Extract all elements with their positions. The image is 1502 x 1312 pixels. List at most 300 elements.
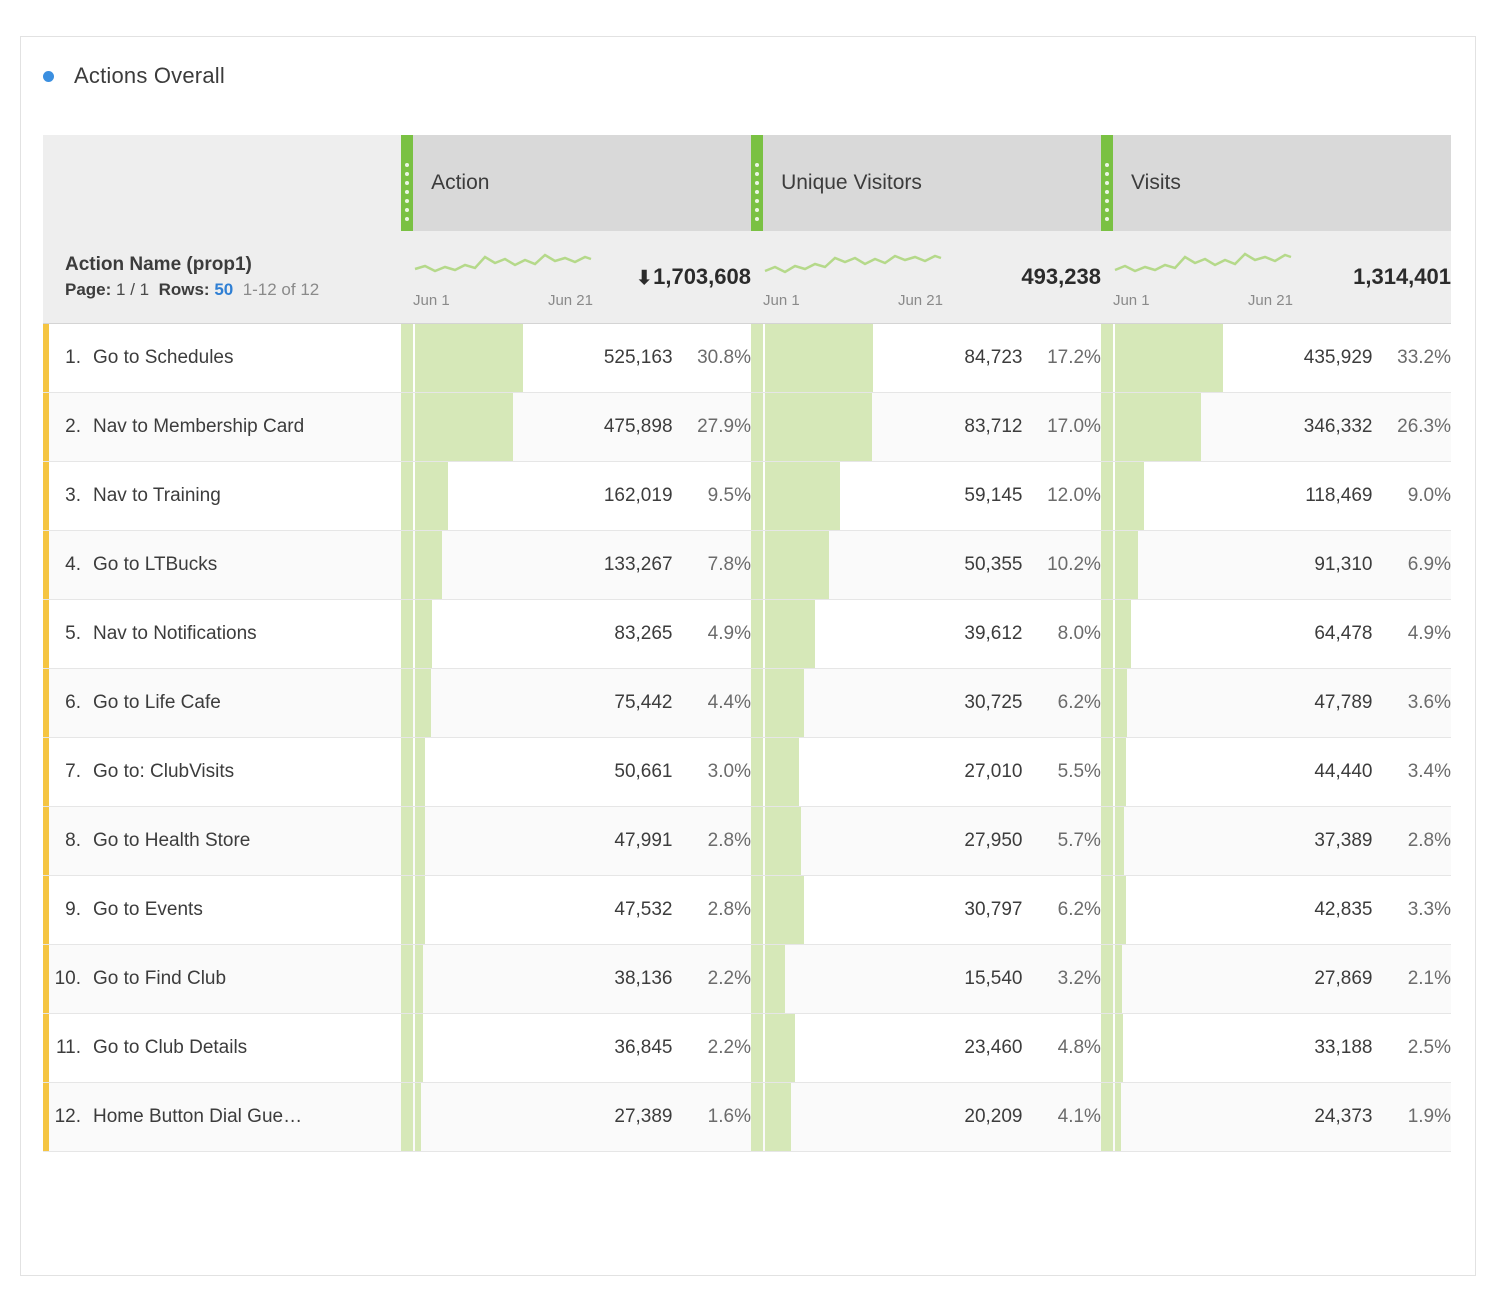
row-grip-unique-visitors [751, 945, 765, 1014]
bar-edge [401, 393, 413, 461]
value-bar [765, 738, 799, 806]
percent-visits: 26.3% [1372, 393, 1451, 462]
value-unique-visitors: 30,797 [874, 876, 1023, 945]
row-grip-visits [1101, 531, 1115, 600]
rows-value-link[interactable]: 50 [214, 280, 234, 300]
table-row[interactable] [43, 393, 1451, 462]
row-grip-unique-visitors [751, 393, 765, 462]
bar-cell-visits [1115, 807, 1224, 876]
percent-unique-visitors: 12.0% [1023, 462, 1101, 531]
row-accent-bar [43, 945, 49, 1013]
row-grip-action [401, 876, 415, 945]
value-unique-visitors: 27,010 [874, 738, 1023, 807]
value-action: 38,136 [524, 945, 673, 1014]
sparkline-path-icon [1113, 245, 1293, 289]
bar-edge [1101, 462, 1113, 530]
bar-cell-action [415, 876, 524, 945]
row-grip-unique-visitors [751, 462, 765, 531]
page-value: 1 / 1 [116, 280, 150, 300]
row-accent-bar [43, 807, 49, 875]
percent-visits: 6.9% [1372, 531, 1451, 600]
sparkline-visits-cell [1101, 231, 1293, 324]
row-name[interactable]: Nav to Training [93, 485, 221, 506]
percent-visits: 9.0% [1372, 462, 1451, 531]
table-row[interactable] [43, 600, 1451, 669]
bar-edge [401, 600, 413, 668]
sparkline-path-icon [413, 245, 593, 289]
value-bar [1115, 600, 1131, 668]
bar-cell-unique-visitors [765, 807, 874, 876]
drag-handle-icon[interactable] [1101, 135, 1113, 231]
bar-edge [401, 669, 413, 737]
value-bar [415, 945, 423, 1013]
percent-unique-visitors: 5.7% [1023, 807, 1101, 876]
value-action: 475,898 [524, 393, 673, 462]
value-bar [765, 393, 872, 461]
status-dot-icon [43, 71, 54, 82]
row-label-cell[interactable] [43, 876, 401, 945]
percent-unique-visitors: 6.2% [1023, 876, 1101, 945]
bar-edge [401, 876, 413, 944]
metric-label: Action [431, 171, 490, 194]
percent-unique-visitors: 3.2% [1023, 945, 1101, 1014]
row-label-cell[interactable] [43, 600, 401, 669]
row-accent-bar [43, 462, 49, 530]
value-bar [1115, 1014, 1123, 1082]
value-unique-visitors: 30,725 [874, 669, 1023, 738]
row-accent-bar [43, 669, 49, 737]
bar-cell-action [415, 807, 524, 876]
value-bar [765, 945, 785, 1013]
value-bar [765, 600, 815, 668]
table-row[interactable] [43, 531, 1451, 600]
panel-header [21, 37, 1475, 89]
metric-header-row [43, 135, 1451, 231]
row-rank: 12. [54, 1106, 81, 1127]
row-rank: 8. [65, 830, 81, 851]
rows-range-label: 1-12 of 12 [242, 280, 320, 300]
row-name[interactable]: Home Button Dial Gue… [93, 1106, 303, 1127]
bar-cell-visits [1115, 324, 1224, 393]
table-row[interactable] [43, 462, 1451, 531]
row-grip-unique-visitors [751, 807, 765, 876]
row-grip-action [401, 1014, 415, 1083]
row-accent-bar [43, 600, 49, 668]
bar-cell-action [415, 669, 524, 738]
drag-handle-icon[interactable] [751, 135, 763, 231]
row-grip-visits [1101, 738, 1115, 807]
value-unique-visitors: 39,612 [874, 600, 1023, 669]
value-action: 162,019 [524, 462, 673, 531]
percent-visits: 2.5% [1372, 1014, 1451, 1083]
row-grip-action [401, 462, 415, 531]
bar-edge [751, 738, 763, 806]
page-label: Page: [65, 280, 112, 300]
bar-edge [751, 324, 763, 392]
value-unique-visitors: 27,950 [874, 807, 1023, 876]
percent-visits: 3.6% [1372, 669, 1451, 738]
bar-edge [1101, 876, 1113, 944]
summary-header-row [43, 231, 1451, 324]
row-grip-action [401, 807, 415, 876]
row-name[interactable]: Go to Schedules [93, 347, 234, 368]
value-action: 50,661 [524, 738, 673, 807]
header-blank-cell [43, 135, 401, 231]
value-bar [415, 1014, 423, 1082]
row-rank: 4. [65, 554, 81, 575]
percent-unique-visitors: 17.2% [1023, 324, 1101, 393]
bar-cell-unique-visitors [765, 462, 874, 531]
row-rank: 7. [65, 761, 81, 782]
bar-edge [1101, 324, 1113, 392]
value-bar [1115, 669, 1127, 737]
value-bar [415, 738, 425, 806]
row-name[interactable]: Go to Find Club [93, 968, 227, 989]
row-accent-bar [43, 876, 49, 944]
value-action: 47,532 [524, 876, 673, 945]
row-rank: 5. [65, 623, 81, 644]
row-name[interactable]: Go to Club Details [93, 1037, 248, 1058]
bar-cell-visits [1115, 876, 1224, 945]
rows-label: Rows: [158, 280, 210, 300]
bar-edge [751, 600, 763, 668]
bar-edge [401, 1083, 413, 1151]
value-unique-visitors: 50,355 [874, 531, 1023, 600]
row-grip-unique-visitors [751, 1083, 765, 1152]
bar-cell-visits [1115, 1083, 1224, 1152]
sort-descending-icon[interactable]: ⬇ [636, 268, 653, 289]
table-row[interactable] [43, 945, 1451, 1014]
bar-edge [751, 876, 763, 944]
value-action: 525,163 [524, 324, 673, 393]
value-bar [765, 462, 840, 530]
sparkline-action-cell [401, 231, 593, 324]
bar-edge [1101, 738, 1113, 806]
bar-edge [401, 1014, 413, 1082]
bar-edge [401, 531, 413, 599]
value-visits: 435,929 [1224, 324, 1373, 393]
bar-edge [1101, 393, 1113, 461]
actions-overall-panel [20, 36, 1476, 1276]
value-bar [415, 531, 442, 599]
row-grip-action [401, 393, 415, 462]
value-visits: 47,789 [1224, 669, 1373, 738]
row-grip-unique-visitors [751, 600, 765, 669]
bar-edge [751, 462, 763, 530]
value-visits: 91,310 [1224, 531, 1373, 600]
row-grip-action [401, 1083, 415, 1152]
row-grip-visits [1101, 1083, 1115, 1152]
pagination-info[interactable] [43, 278, 401, 303]
value-bar [1115, 531, 1138, 599]
row-label-cell[interactable] [43, 1083, 401, 1152]
value-bar [1115, 876, 1126, 944]
bar-edge [751, 393, 763, 461]
sparkline-unique-visitors [763, 245, 943, 309]
bar-cell-action [415, 531, 524, 600]
row-name[interactable]: Go to Events [93, 899, 203, 920]
metric-grip-action[interactable] [401, 135, 415, 231]
bar-edge [1101, 531, 1113, 599]
table-row[interactable] [43, 876, 1451, 945]
value-bar [1115, 324, 1223, 392]
value-action: 47,991 [524, 807, 673, 876]
row-grip-visits [1101, 462, 1115, 531]
bar-cell-action [415, 324, 524, 393]
row-grip-visits [1101, 669, 1115, 738]
bar-edge [1101, 600, 1113, 668]
percent-action: 7.8% [673, 531, 751, 600]
row-grip-action [401, 324, 415, 393]
bar-cell-unique-visitors [765, 1083, 874, 1152]
bar-cell-unique-visitors [765, 531, 874, 600]
bar-edge [401, 462, 413, 530]
bar-edge [751, 531, 763, 599]
row-name[interactable]: Go to: ClubVisits [93, 761, 235, 782]
bar-edge [1101, 1014, 1113, 1082]
metric-total-value: 1,703,608 [653, 264, 751, 289]
bar-edge [1101, 1083, 1113, 1151]
value-bar [1115, 807, 1124, 875]
bar-cell-visits [1115, 669, 1224, 738]
value-visits: 44,440 [1224, 738, 1373, 807]
metric-total-value: 493,238 [1021, 264, 1101, 289]
row-accent-bar [43, 1083, 49, 1151]
row-grip-unique-visitors [751, 324, 765, 393]
row-grip-unique-visitors [751, 738, 765, 807]
bar-edge [751, 1014, 763, 1082]
table-row[interactable] [43, 1083, 1451, 1152]
value-action: 36,845 [524, 1014, 673, 1083]
bar-cell-unique-visitors [765, 945, 874, 1014]
sparkline-start-label: Jun 1 [762, 292, 800, 309]
percent-visits: 2.8% [1372, 807, 1451, 876]
percent-visits: 4.9% [1372, 600, 1451, 669]
metric-header-visits[interactable] [1115, 135, 1451, 231]
percent-action: 9.5% [673, 462, 751, 531]
bar-edge [401, 324, 413, 392]
percent-visits: 1.9% [1372, 1083, 1451, 1152]
row-name[interactable]: Go to Health Store [93, 830, 251, 851]
bar-edge [1101, 945, 1113, 1013]
bar-cell-visits [1115, 738, 1224, 807]
percent-unique-visitors: 6.2% [1023, 669, 1101, 738]
bar-cell-unique-visitors [765, 324, 874, 393]
row-label-cell[interactable] [43, 807, 401, 876]
row-label-cell[interactable] [43, 738, 401, 807]
sparkline-visits [1113, 245, 1293, 309]
row-grip-unique-visitors [751, 876, 765, 945]
row-rank: 11. [55, 1037, 81, 1058]
value-bar [415, 600, 432, 668]
value-bar [765, 1014, 795, 1082]
percent-visits: 2.1% [1372, 945, 1451, 1014]
value-bar [415, 462, 448, 530]
drag-handle-icon[interactable] [401, 135, 413, 231]
row-rank: 9. [65, 899, 81, 920]
metric-total-value: 1,314,401 [1353, 264, 1451, 289]
value-unique-visitors: 15,540 [874, 945, 1023, 1014]
dimension-title: Action Name (prop1) [65, 253, 252, 275]
row-rank: 1. [65, 347, 81, 368]
table-row[interactable] [43, 807, 1451, 876]
percent-action: 3.0% [673, 738, 751, 807]
percent-action: 2.2% [673, 1014, 751, 1083]
value-visits: 346,332 [1224, 393, 1373, 462]
bar-edge [751, 807, 763, 875]
bar-edge [401, 738, 413, 806]
value-bar [1115, 462, 1144, 530]
row-grip-action [401, 738, 415, 807]
row-grip-unique-visitors [751, 1014, 765, 1083]
sparkline-end-label: Jun 21 [1247, 292, 1293, 309]
row-label-cell[interactable] [43, 1014, 401, 1083]
percent-unique-visitors: 10.2% [1023, 531, 1101, 600]
percent-action: 4.4% [673, 669, 751, 738]
page-title: Actions Overall [74, 63, 225, 88]
row-name[interactable]: Nav to Notifications [93, 623, 257, 644]
bar-cell-visits [1115, 393, 1224, 462]
value-visits: 42,835 [1224, 876, 1373, 945]
percent-action: 4.9% [673, 600, 751, 669]
table-row[interactable] [43, 738, 1451, 807]
sparkline-end-label: Jun 21 [547, 292, 593, 309]
row-accent-bar [43, 531, 49, 599]
bar-edge [751, 945, 763, 1013]
value-unique-visitors: 84,723 [874, 324, 1023, 393]
metric-grip-visits[interactable] [1101, 135, 1115, 231]
percent-action: 1.6% [673, 1083, 751, 1152]
value-bar [415, 669, 431, 737]
row-label-cell[interactable] [43, 393, 401, 462]
row-rank: 10. [54, 968, 81, 989]
value-unique-visitors: 23,460 [874, 1014, 1023, 1083]
value-unique-visitors: 59,145 [874, 462, 1023, 531]
dimension-header-cell[interactable] [43, 231, 401, 324]
row-grip-visits [1101, 807, 1115, 876]
row-accent-bar [43, 738, 49, 806]
bar-cell-unique-visitors [765, 600, 874, 669]
metric-label: Unique Visitors [781, 171, 922, 194]
sparkline-start-label: Jun 1 [1112, 292, 1150, 309]
percent-unique-visitors: 4.1% [1023, 1083, 1101, 1152]
metric-header-action[interactable] [415, 135, 751, 231]
sparkline-path-icon [763, 245, 943, 289]
bar-cell-action [415, 600, 524, 669]
row-grip-unique-visitors [751, 531, 765, 600]
percent-action: 2.8% [673, 876, 751, 945]
bar-cell-visits [1115, 945, 1224, 1014]
row-label-cell[interactable] [43, 945, 401, 1014]
value-visits: 24,373 [1224, 1083, 1373, 1152]
freeform-table [43, 135, 1451, 1152]
value-visits: 118,469 [1224, 462, 1373, 531]
value-bar [765, 531, 829, 599]
bar-cell-visits [1115, 531, 1224, 600]
bar-edge [1101, 807, 1113, 875]
value-bar [765, 669, 804, 737]
metric-header-unique-visitors[interactable] [765, 135, 1101, 231]
value-bar [765, 807, 801, 875]
row-label-cell[interactable] [43, 324, 401, 393]
percent-unique-visitors: 8.0% [1023, 600, 1101, 669]
metric-grip-unique-visitors[interactable] [751, 135, 765, 231]
row-label-cell[interactable] [43, 669, 401, 738]
row-accent-bar [43, 393, 49, 461]
value-action: 83,265 [524, 600, 673, 669]
table-row[interactable] [43, 324, 1451, 393]
value-visits: 37,389 [1224, 807, 1373, 876]
value-bar [1115, 393, 1201, 461]
bar-edge [751, 1083, 763, 1151]
value-bar [1115, 1083, 1121, 1151]
row-name[interactable]: Go to Life Cafe [93, 692, 221, 713]
metric-label: Visits [1131, 171, 1181, 194]
bar-cell-action [415, 462, 524, 531]
row-name[interactable]: Go to LTBucks [93, 554, 218, 575]
value-visits: 33,188 [1224, 1014, 1373, 1083]
percent-action: 2.8% [673, 807, 751, 876]
bar-cell-action [415, 945, 524, 1014]
bar-cell-unique-visitors [765, 738, 874, 807]
percent-unique-visitors: 17.0% [1023, 393, 1101, 462]
percent-unique-visitors: 5.5% [1023, 738, 1101, 807]
table-row[interactable] [43, 1014, 1451, 1083]
bar-edge [401, 945, 413, 1013]
bar-cell-visits [1115, 600, 1224, 669]
value-unique-visitors: 20,209 [874, 1083, 1023, 1152]
sparkline-start-label: Jun 1 [413, 292, 450, 309]
bar-cell-action [415, 1014, 524, 1083]
row-grip-action [401, 945, 415, 1014]
row-grip-visits [1101, 1014, 1115, 1083]
percent-visits: 3.4% [1372, 738, 1451, 807]
bar-cell-visits [1115, 462, 1224, 531]
row-grip-visits [1101, 945, 1115, 1014]
value-bar [765, 1083, 791, 1151]
bar-cell-unique-visitors [765, 393, 874, 462]
value-bar [415, 807, 425, 875]
percent-action: 27.9% [673, 393, 751, 462]
value-action: 133,267 [524, 531, 673, 600]
sparkline-unique-visitors-cell [751, 231, 943, 324]
sparkline-end-label: Jun 21 [897, 292, 943, 309]
value-action: 75,442 [524, 669, 673, 738]
bar-edge [1101, 669, 1113, 737]
bar-cell-action [415, 1083, 524, 1152]
row-label-cell[interactable] [43, 462, 401, 531]
value-bar [415, 876, 425, 944]
row-grip-visits [1101, 600, 1115, 669]
value-bar [1115, 738, 1126, 806]
value-visits: 64,478 [1224, 600, 1373, 669]
percent-visits: 3.3% [1372, 876, 1451, 945]
value-bar [415, 1083, 421, 1151]
row-grip-action [401, 531, 415, 600]
row-grip-action [401, 600, 415, 669]
value-bar [415, 393, 513, 461]
bar-cell-unique-visitors [765, 1014, 874, 1083]
row-name[interactable]: Nav to Membership Card [93, 416, 305, 437]
value-bar [765, 876, 804, 944]
table-row[interactable] [43, 669, 1451, 738]
row-accent-bar [43, 1014, 49, 1082]
value-unique-visitors: 83,712 [874, 393, 1023, 462]
bar-edge [401, 807, 413, 875]
row-label-cell[interactable] [43, 531, 401, 600]
freeform-table-container [43, 135, 1451, 1152]
value-bar [1115, 945, 1122, 1013]
